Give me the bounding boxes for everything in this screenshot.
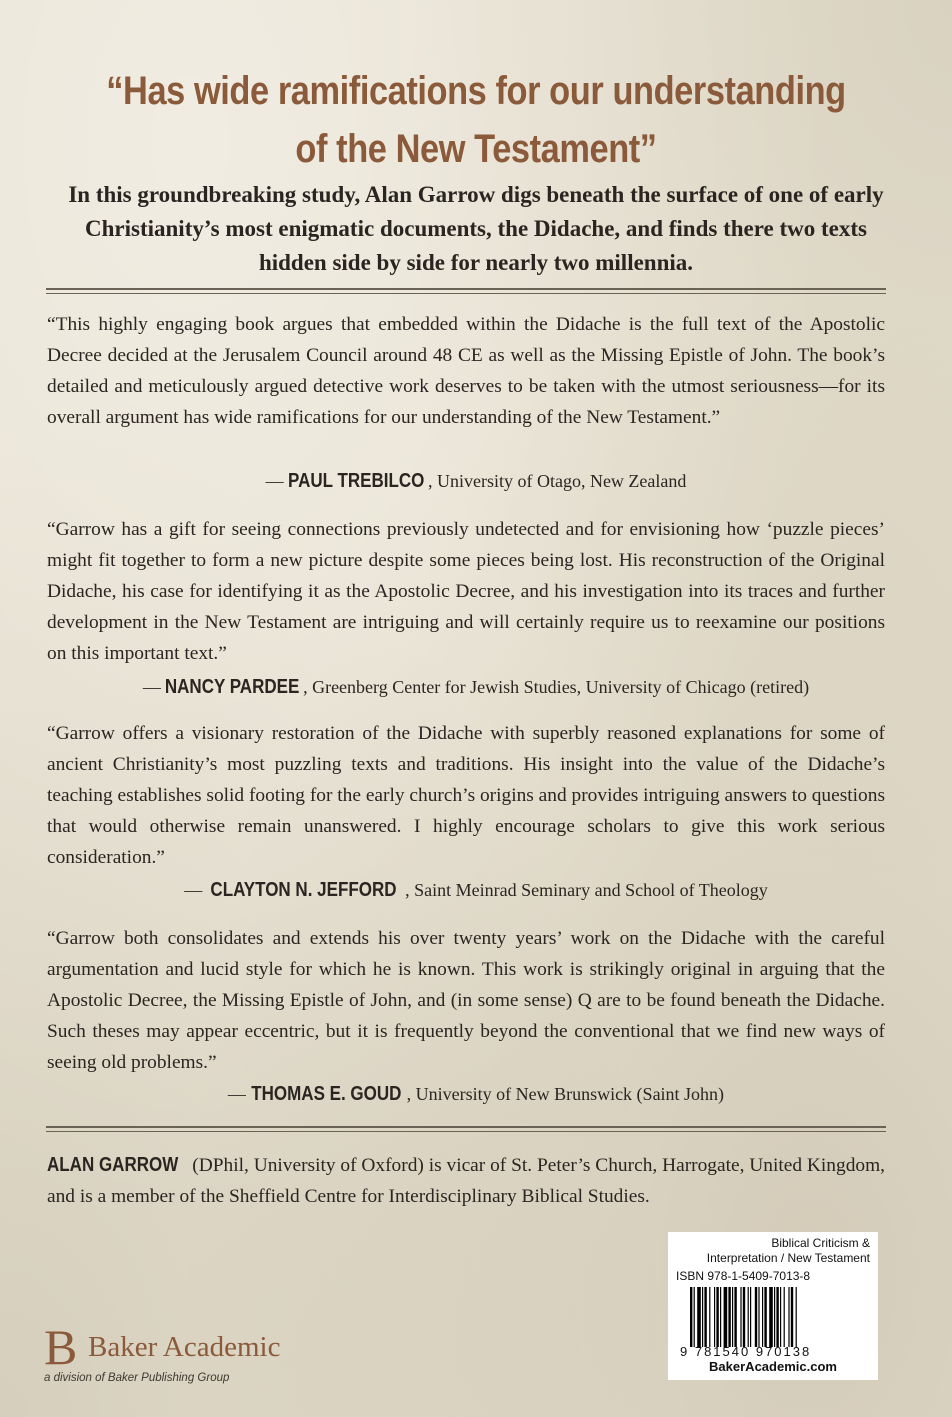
category-line-2: Interpretation / New Testament (706, 1251, 870, 1265)
endorsement-quote-2: “Garrow has a gift for seeing connections previously undetected and for envisioning how ‘puzzle pieces’ might fit together to form a new picture despite some pieces being lost. His reconstruction of the Original Didache, his case for identifying it as the Apostolic Decree, and his investigation into its traces and further development in the New Testament are intriguing and will certainly require us to reexamine our positions on this important text.” (47, 519, 885, 664)
double-rule-top (46, 288, 886, 296)
headline-line-1: “Has wide ramifications for our understanding (106, 69, 846, 113)
endorsement-attribution-1 (0, 467, 952, 495)
barcode-category (670, 1236, 870, 1266)
barcode-icon (690, 1287, 860, 1347)
endorsement-quote-3: “Garrow offers a visionary restoration of the Didache with superbly reasoned explanations for some of ancient Christianity’s most puzzling texts and traditions. His insight into the value of the Didache’s teaching establishes solid footing for the early church’s origins and provides intriguing answers to questions that would otherwise remain unanswered. I highly encourage scholars to give this work serious consideration.” (47, 723, 885, 868)
endorser-name: NANCY PARDEE (164, 676, 300, 698)
publisher-website: BakerAcademic.com (709, 1359, 837, 1374)
category-line-1: Biblical Criticism & (771, 1236, 870, 1250)
endorsement-quote-4: “Garrow both consolidates and extends his over twenty years’ work on the Didache with the careful argumentation and lucid style for which he is known. This work is strikingly original in arguing that the Apostolic Decree, the Missing Epistle of John, and (in some sense) Q are to be found beneath the Didache. Such theses may appear eccentric, but it is frequently beyond the conventional that we find new ways of seeing old problems.” (47, 928, 885, 1073)
endorser-affiliation: , University of New Brunswick (Saint John) (406, 1084, 725, 1104)
endorser-affiliation: , Saint Meinrad Seminary and School of Theology (405, 880, 768, 900)
attribution-dash: — (265, 471, 284, 491)
attribution-dash: — (184, 880, 203, 900)
endorser-affiliation: , University of Otago, New Zealand (427, 471, 687, 491)
double-rule-bottom (46, 1126, 886, 1134)
endorser-name: THOMAS E. GOUD (251, 1083, 402, 1105)
headline-line-2: of the New Testament” (295, 127, 657, 171)
author-bio-text: (DPhil, University of Oxford) is vicar of St. Peter’s Church, Harrogate, United Kingdom, and is a member of the Sheffield Centre for Interdisciplinary Biblical Studies. (47, 1155, 886, 1207)
author-bio (47, 1150, 897, 1212)
endorsement-attribution-3 (0, 876, 952, 904)
headline-quote (67, 62, 886, 178)
endorsement-attribution-2 (0, 673, 952, 701)
endorser-name: CLAYTON N. JEFFORD (210, 879, 397, 901)
barcode-panel (668, 1232, 878, 1380)
publisher-logo (44, 1319, 344, 1392)
attribution-dash: — (142, 677, 161, 697)
endorser-name: PAUL TREBILCO (287, 470, 424, 492)
isbn-label: ISBN 978-1-5409-7013-8 (676, 1269, 811, 1283)
endorsement-quote-1: “This highly engaging book argues that embedded within the Didache is the full text of the Apostolic Decree decided at the Jerusalem Council around 48 CE as well as the Missing Epistle of John. The book’s detailed and meticulously argued detective work deserves to be taken with the utmost seriousness—for its overall argument has wide ramifications for our understanding of the New Testament.” (47, 314, 885, 428)
author-name: ALAN GARROW (47, 1154, 179, 1176)
endorser-affiliation: , Greenberg Center for Jewish Studies, University of Chicago (retired) (303, 677, 810, 697)
publisher-name: Baker Academic (88, 1331, 281, 1363)
publisher-b-icon: B (44, 1319, 78, 1375)
barcode-digits: 9 781540 970138 (680, 1344, 812, 1359)
intro-paragraph: In this groundbreaking study, Alan Garrow digs beneath the surface of one of early Christianity’s most enigmatic documents, the Didache, and finds there two texts hidden side by side for nearly two millennia. (68, 182, 884, 275)
endorsement-attribution-4 (0, 1080, 952, 1108)
attribution-dash: — (227, 1084, 246, 1104)
publisher-subtitle: a division of Baker Publishing Group (44, 1372, 230, 1384)
